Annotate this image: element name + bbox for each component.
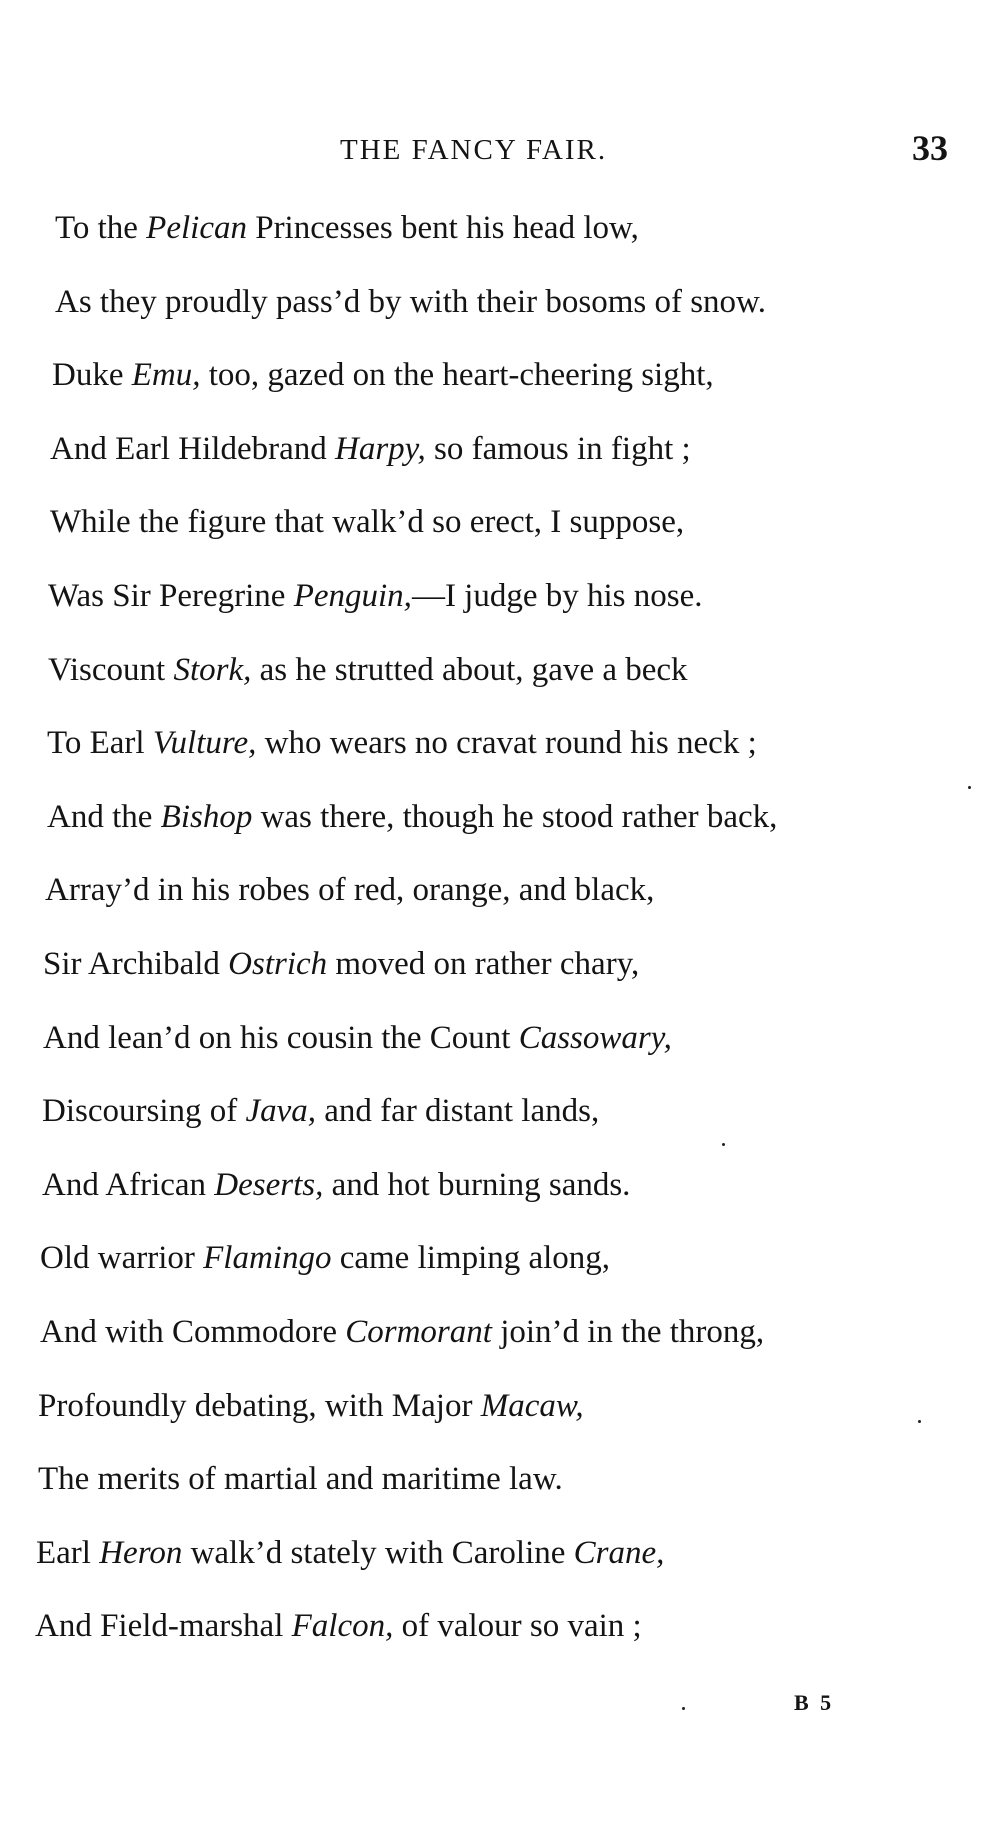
verse-line: [40, 1238, 610, 1278]
verse-text: who wears no cravat round his neck ;: [256, 725, 757, 761]
verse-line: [36, 1533, 664, 1573]
verse-text: Earl: [36, 1535, 100, 1571]
verse-line: [52, 355, 714, 395]
verse-text: and far distant lands,: [316, 1093, 600, 1129]
verse-text: The merits of martial and maritime law.: [38, 1461, 563, 1497]
verse-line: [43, 944, 639, 984]
verse-italic-name: Cormorant: [345, 1314, 492, 1350]
verse-line: [48, 576, 703, 616]
verse-text: And Earl Hildebrand: [50, 431, 335, 467]
verse-italic-name: Cassowary,: [518, 1020, 672, 1056]
verse-line: [55, 208, 639, 248]
verse-line: [43, 1018, 672, 1058]
verse-text: as he strutted about, gave a beck: [251, 652, 688, 688]
verse-text: And the: [47, 799, 161, 835]
verse-text: And African: [42, 1167, 215, 1203]
print-speck: [722, 1143, 725, 1146]
verse-line: [50, 429, 691, 469]
verse-line: [47, 797, 777, 837]
verse-italic-name: Bishop: [160, 799, 253, 835]
verse-italic-name: Crane,: [573, 1535, 665, 1571]
verse-line: [42, 1165, 630, 1205]
verse-italic-name: Vulture,: [152, 725, 257, 761]
verse-line: [47, 723, 757, 763]
verse-italic-name: Stork,: [173, 652, 252, 688]
verse-italic-name: Ostrich: [228, 946, 328, 982]
verse-text: To the: [55, 210, 147, 246]
verse-text: Princesses bent his head low,: [246, 210, 639, 246]
verse-italic-name: Heron: [99, 1535, 183, 1571]
verse-italic-name: Penguin,: [293, 578, 412, 614]
verse-text: walk’d stately with Caroline: [182, 1535, 574, 1571]
verse-text: too, gazed on the heart-cheering sight,: [200, 357, 714, 393]
verse-text: Viscount: [48, 652, 174, 688]
verse-italic-name: Harpy,: [335, 431, 426, 467]
print-speck: [682, 1707, 685, 1710]
verse-text: and hot burning sands.: [323, 1167, 631, 1203]
verse-text: Old warrior: [40, 1240, 204, 1276]
verse-text: came limping along,: [331, 1240, 611, 1276]
running-head: [0, 130, 1000, 170]
verse-text: Was Sir Peregrine: [48, 578, 294, 614]
verse-text: was there, though he stood rather back,: [252, 799, 778, 835]
verse-line: [45, 870, 654, 910]
verse-italic-name: Macaw,: [480, 1388, 584, 1424]
verse-line: [48, 650, 688, 690]
verse-text: moved on rather chary,: [327, 946, 640, 982]
print-speck: [918, 1420, 921, 1423]
verse-text: Array’d in his robes of red, orange, and black,: [45, 872, 655, 908]
verse-italic-name: Java,: [245, 1093, 317, 1129]
verse-text: Duke: [52, 357, 132, 393]
verse-line: [40, 1312, 764, 1352]
verse-italic-name: Deserts,: [214, 1167, 324, 1203]
verse-text: Sir Archibald: [43, 946, 229, 982]
signature-mark: B 5: [794, 1690, 835, 1715]
verse-text: As they proudly pass’d by with their bosoms of snow.: [55, 284, 766, 320]
verse-italic-name: Emu,: [131, 357, 201, 393]
page-number: 33: [912, 128, 948, 168]
verse-text: so famous in fight ;: [425, 431, 691, 467]
verse-line: [42, 1091, 599, 1131]
verse-text: join’d in the throng,: [491, 1314, 765, 1350]
running-title: THE FANCY FAIR.: [340, 134, 608, 166]
verse-text: of valour so vain ;: [393, 1608, 642, 1644]
verse-line: [55, 282, 766, 322]
verse-italic-name: Flamingo: [203, 1240, 332, 1276]
verse-text: —I judge by his nose.: [411, 578, 703, 614]
verse-text: And Field-marshal: [35, 1608, 292, 1644]
verse-text: Profoundly debating, with Major: [38, 1388, 481, 1424]
verse-line: [38, 1459, 563, 1499]
verse-italic-name: Falcon,: [291, 1608, 394, 1644]
verse-line: [50, 502, 684, 542]
verse-text: To Earl: [47, 725, 153, 761]
verse-line: [38, 1386, 584, 1426]
verse-text: And lean’d on his cousin the Count: [43, 1020, 519, 1056]
verse-text: Discoursing of: [42, 1093, 246, 1129]
verse-text: And with Commodore: [40, 1314, 346, 1350]
verse-text: While the figure that walk’d so erect, I suppose,: [50, 504, 685, 540]
print-speck: [968, 786, 971, 789]
verse-line: [35, 1606, 642, 1646]
verse-italic-name: Pelican: [146, 210, 247, 246]
